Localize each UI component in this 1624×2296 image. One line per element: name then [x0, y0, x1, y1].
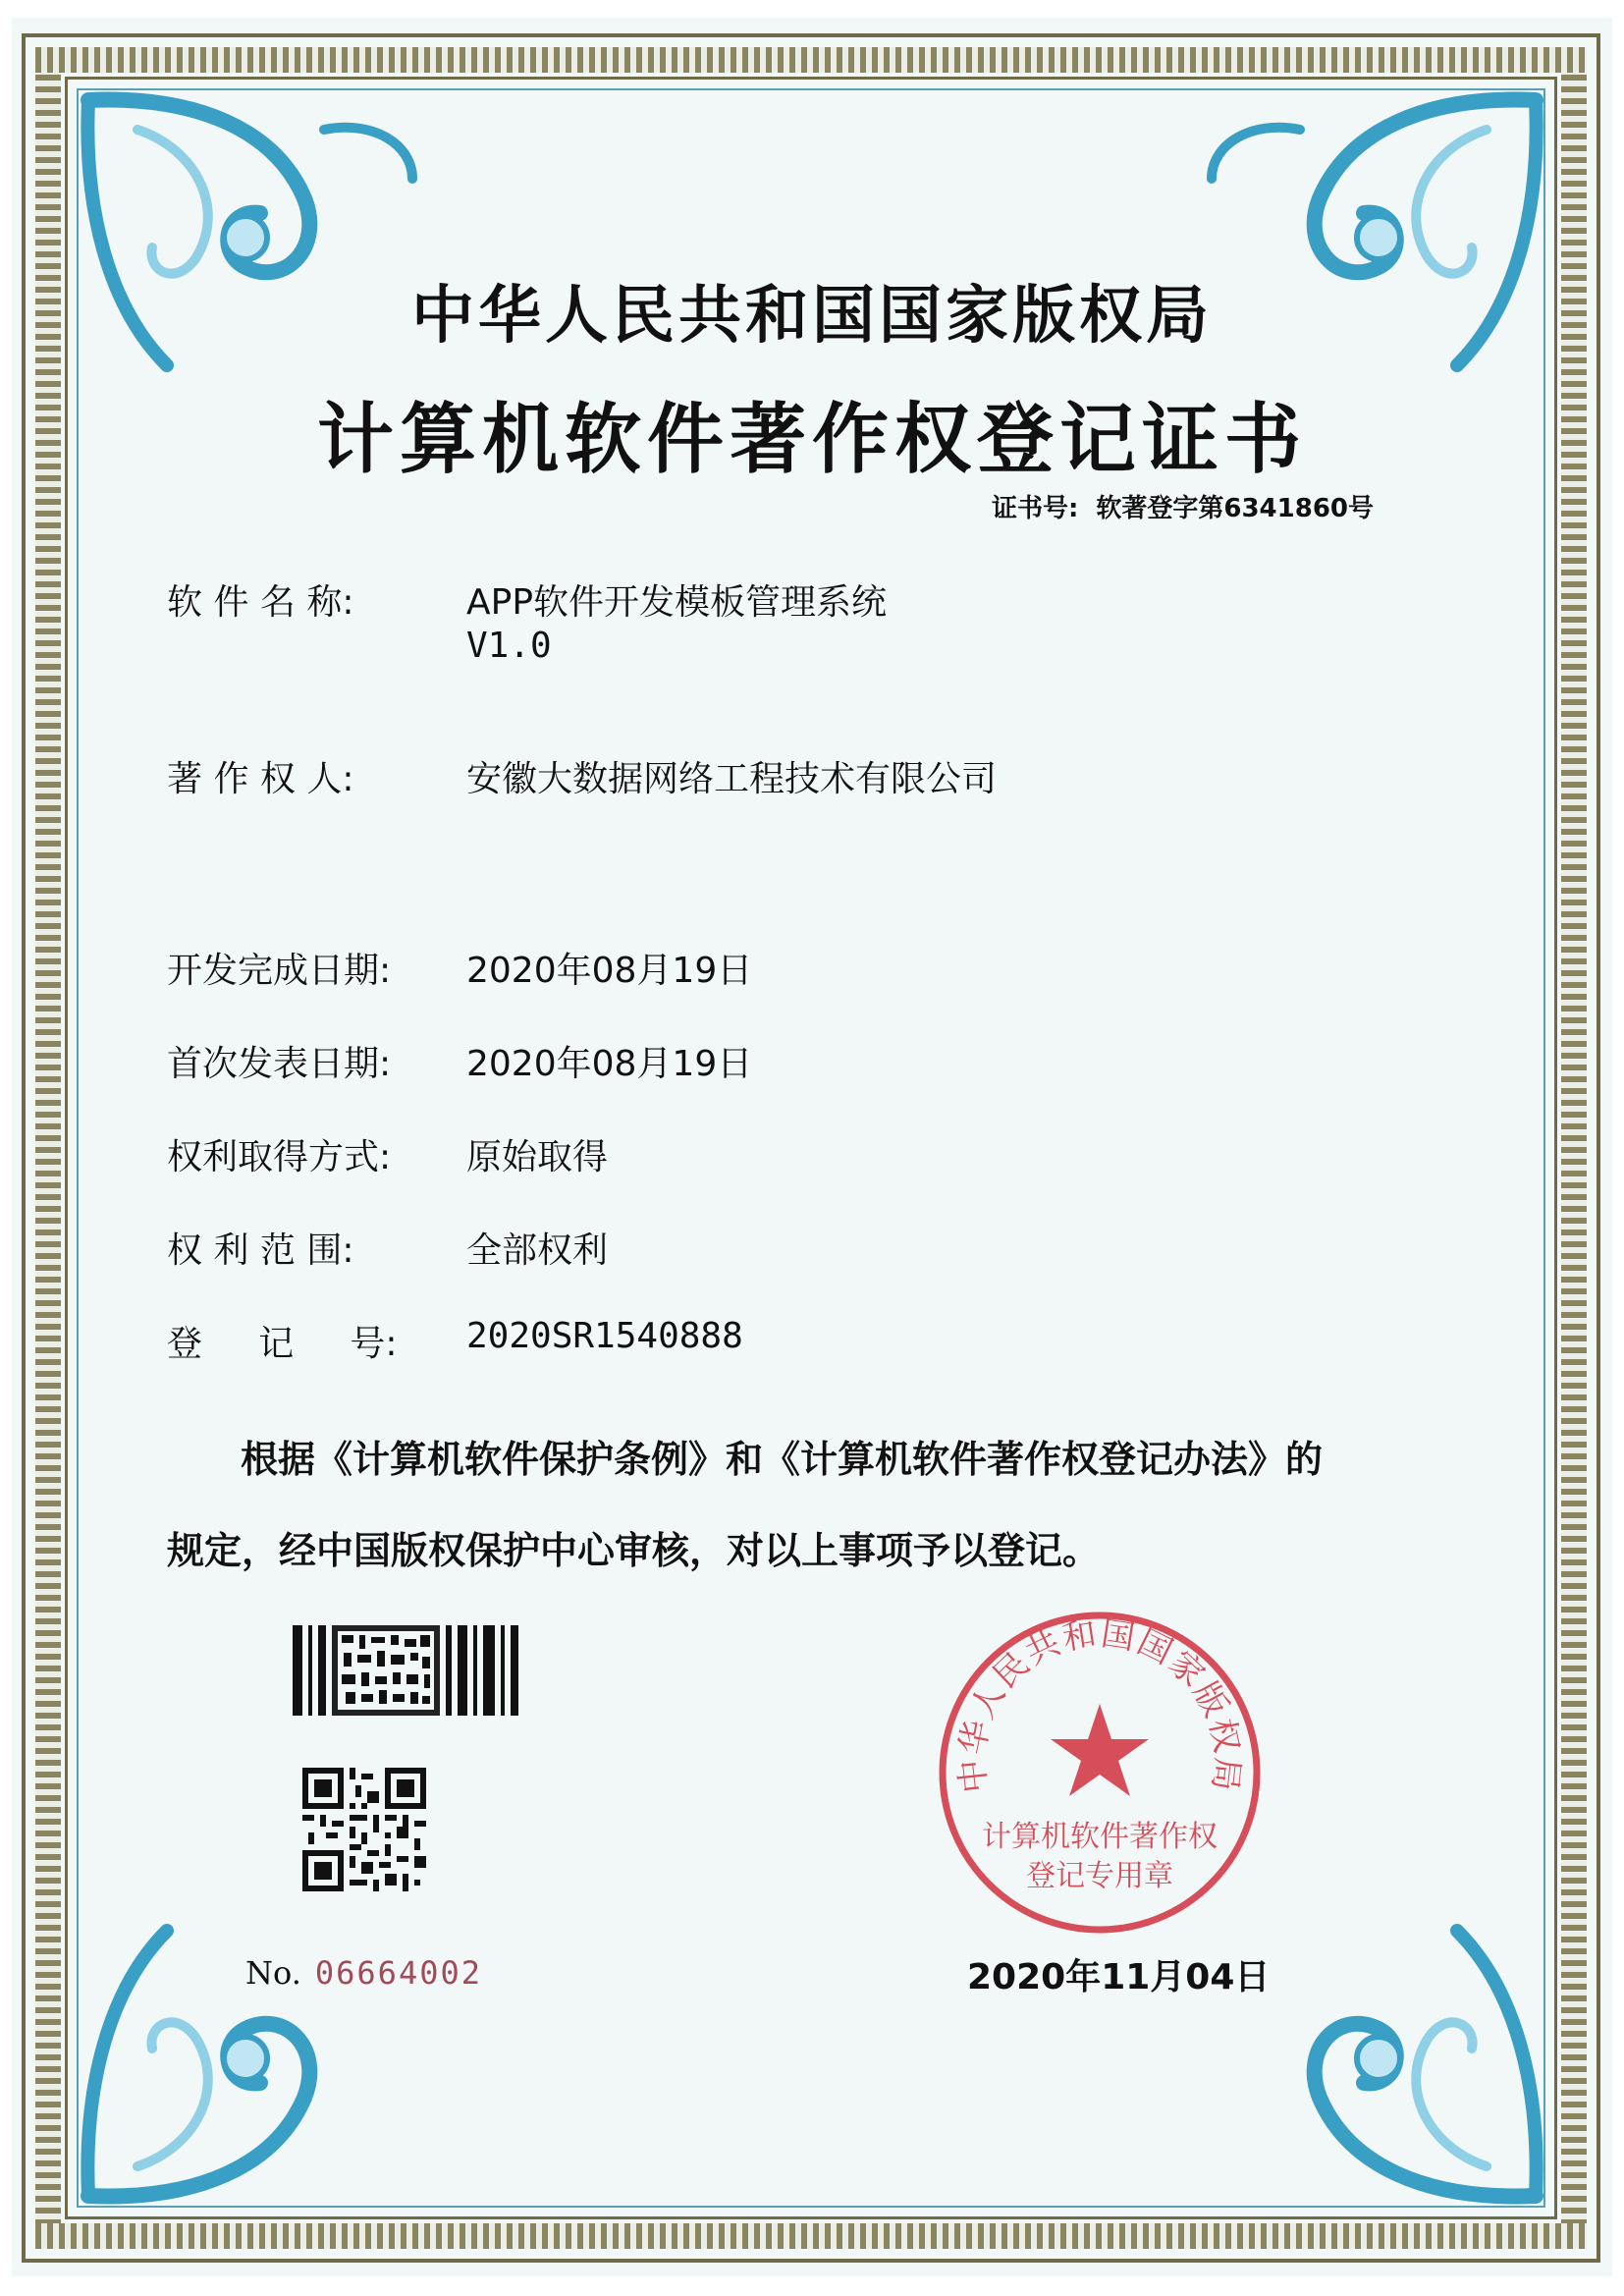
software-name-value: APP软件开发模板管理系统: [466, 582, 888, 623]
copyright-owner-value: 安徽大数据网络工程技术有限公司: [466, 759, 998, 799]
serial-number: [245, 1954, 482, 1992]
seal-line-1: 计算机软件著作权: [982, 1820, 1218, 1854]
issue-date: 2020年11月04日: [967, 1957, 1271, 1997]
acquisition-method-value: 原始取得: [466, 1137, 609, 1177]
field-first-publish-date: [167, 1036, 753, 1086]
field-label: 著 作 权 人:: [167, 759, 354, 799]
field-label: 权 利 范 围:: [167, 1230, 354, 1271]
certificate-number: [992, 488, 1374, 524]
field-software-name: [167, 574, 888, 666]
field-copyright-owner: [167, 751, 998, 801]
field-registration-no: [167, 1316, 743, 1366]
statement-line-1: 根据《计算机软件保护条例》和《计算机软件著作权登记办法》的: [241, 1438, 1324, 1481]
software-version-value: V1.0: [466, 626, 552, 666]
issuing-authority: 中华人民共和国国家版权局: [411, 280, 1213, 353]
seal-star-icon: [1051, 1704, 1149, 1796]
serial-value: 06664002: [314, 1954, 482, 1992]
seal-line-2: 登记专用章: [1026, 1859, 1173, 1893]
first-publish-date-value: 2020年08月19日: [466, 1044, 753, 1084]
rights-scope-value: 全部权利: [466, 1230, 609, 1271]
dev-complete-date-value: 2020年08月19日: [466, 951, 753, 991]
cert-no-value: 软著登字第6341860号: [1096, 494, 1374, 523]
corner-ornament-bottom-right: [1192, 1901, 1545, 2206]
field-label: 软 件 名 称:: [167, 582, 354, 623]
field-acquisition-method: [167, 1129, 609, 1179]
official-seal: [933, 1606, 1267, 1940]
field-rights-scope: [167, 1223, 609, 1273]
field-label: 权利取得方式:: [167, 1137, 392, 1177]
serial-label: No.: [245, 1954, 301, 1992]
seal-arc-textpath: 中华人民共和国国家版权局: [951, 1613, 1248, 1795]
cert-no-label: 证书号:: [991, 494, 1079, 523]
field-label: 首次发表日期:: [167, 1044, 392, 1084]
statement-line-2: 规定，经中国版权保护中心审核，对以上事项予以登记。: [167, 1529, 1101, 1572]
field-dev-complete-date: [167, 943, 753, 993]
registration-no-value: 2020SR1540888: [466, 1316, 743, 1356]
certificate-title: 计算机软件著作权登记证书: [316, 396, 1307, 484]
corner-ornament-bottom-left: [79, 1901, 432, 2206]
field-label: 开发完成日期:: [167, 951, 392, 991]
barcode: [293, 1625, 525, 1716]
qr-code: [302, 1768, 426, 1891]
field-label: 登 记 号:: [167, 1324, 398, 1364]
